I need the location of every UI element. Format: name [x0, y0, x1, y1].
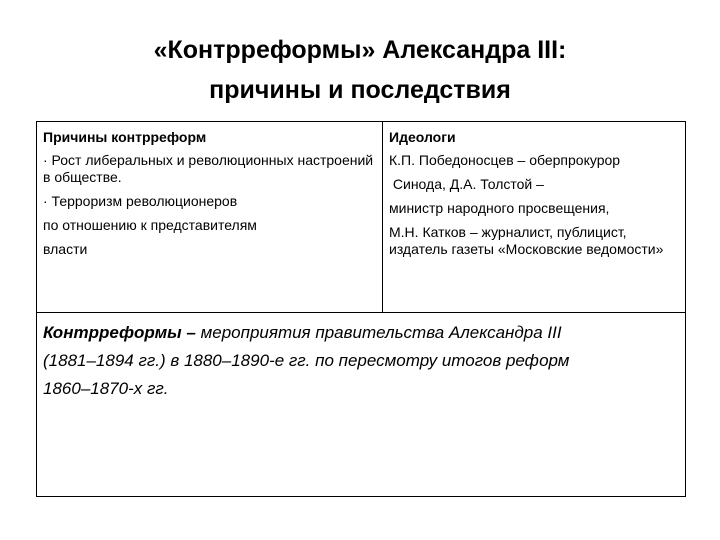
causes-line-2: · Терроризм революционеров: [43, 193, 238, 209]
definition-line-3: 1860–1870-х гг.: [43, 379, 169, 398]
definition-text: [37, 313, 685, 403]
ideologists-line-4: М.Н. Катков – журналист, публицист, издатель газеты «Московские ведомости»: [389, 224, 664, 257]
causes-cell: [37, 122, 383, 313]
definition-line-2: (1881–1894 гг.) в 1880–1890-е гг. по пересмотру итогов реформ: [43, 351, 570, 370]
definition-line-1: [43, 319, 679, 347]
title-line-1: «Контрреформы» Александра III:: [153, 36, 567, 64]
title-line-2: причины и последствия: [209, 76, 511, 104]
definition-term: Контрреформы –: [43, 323, 196, 342]
ideologists-line-3: министр народного просвещения,: [389, 200, 610, 216]
causes-line-4: власти: [43, 241, 88, 257]
causes-line-1: · Рост либеральных и революционных настроений в обществе.: [43, 152, 374, 185]
causes-line-3: по отношению к представителям: [43, 217, 257, 233]
content-table: [36, 121, 686, 497]
definition-cell: [37, 313, 686, 497]
causes-heading: Причины контрреформ: [43, 129, 207, 145]
ideologists-line-2: Синода, Д.А. Толстой –: [389, 176, 544, 192]
ideologists-line-1: К.П. Победоносцев – оберпрокурор: [389, 152, 621, 168]
slide-title: [0, 30, 720, 110]
definition-line-1-text: мероприятия правительства Александра III: [195, 323, 562, 342]
ideologists-heading: Идеологи: [389, 129, 456, 145]
ideologists-cell: [383, 122, 686, 313]
